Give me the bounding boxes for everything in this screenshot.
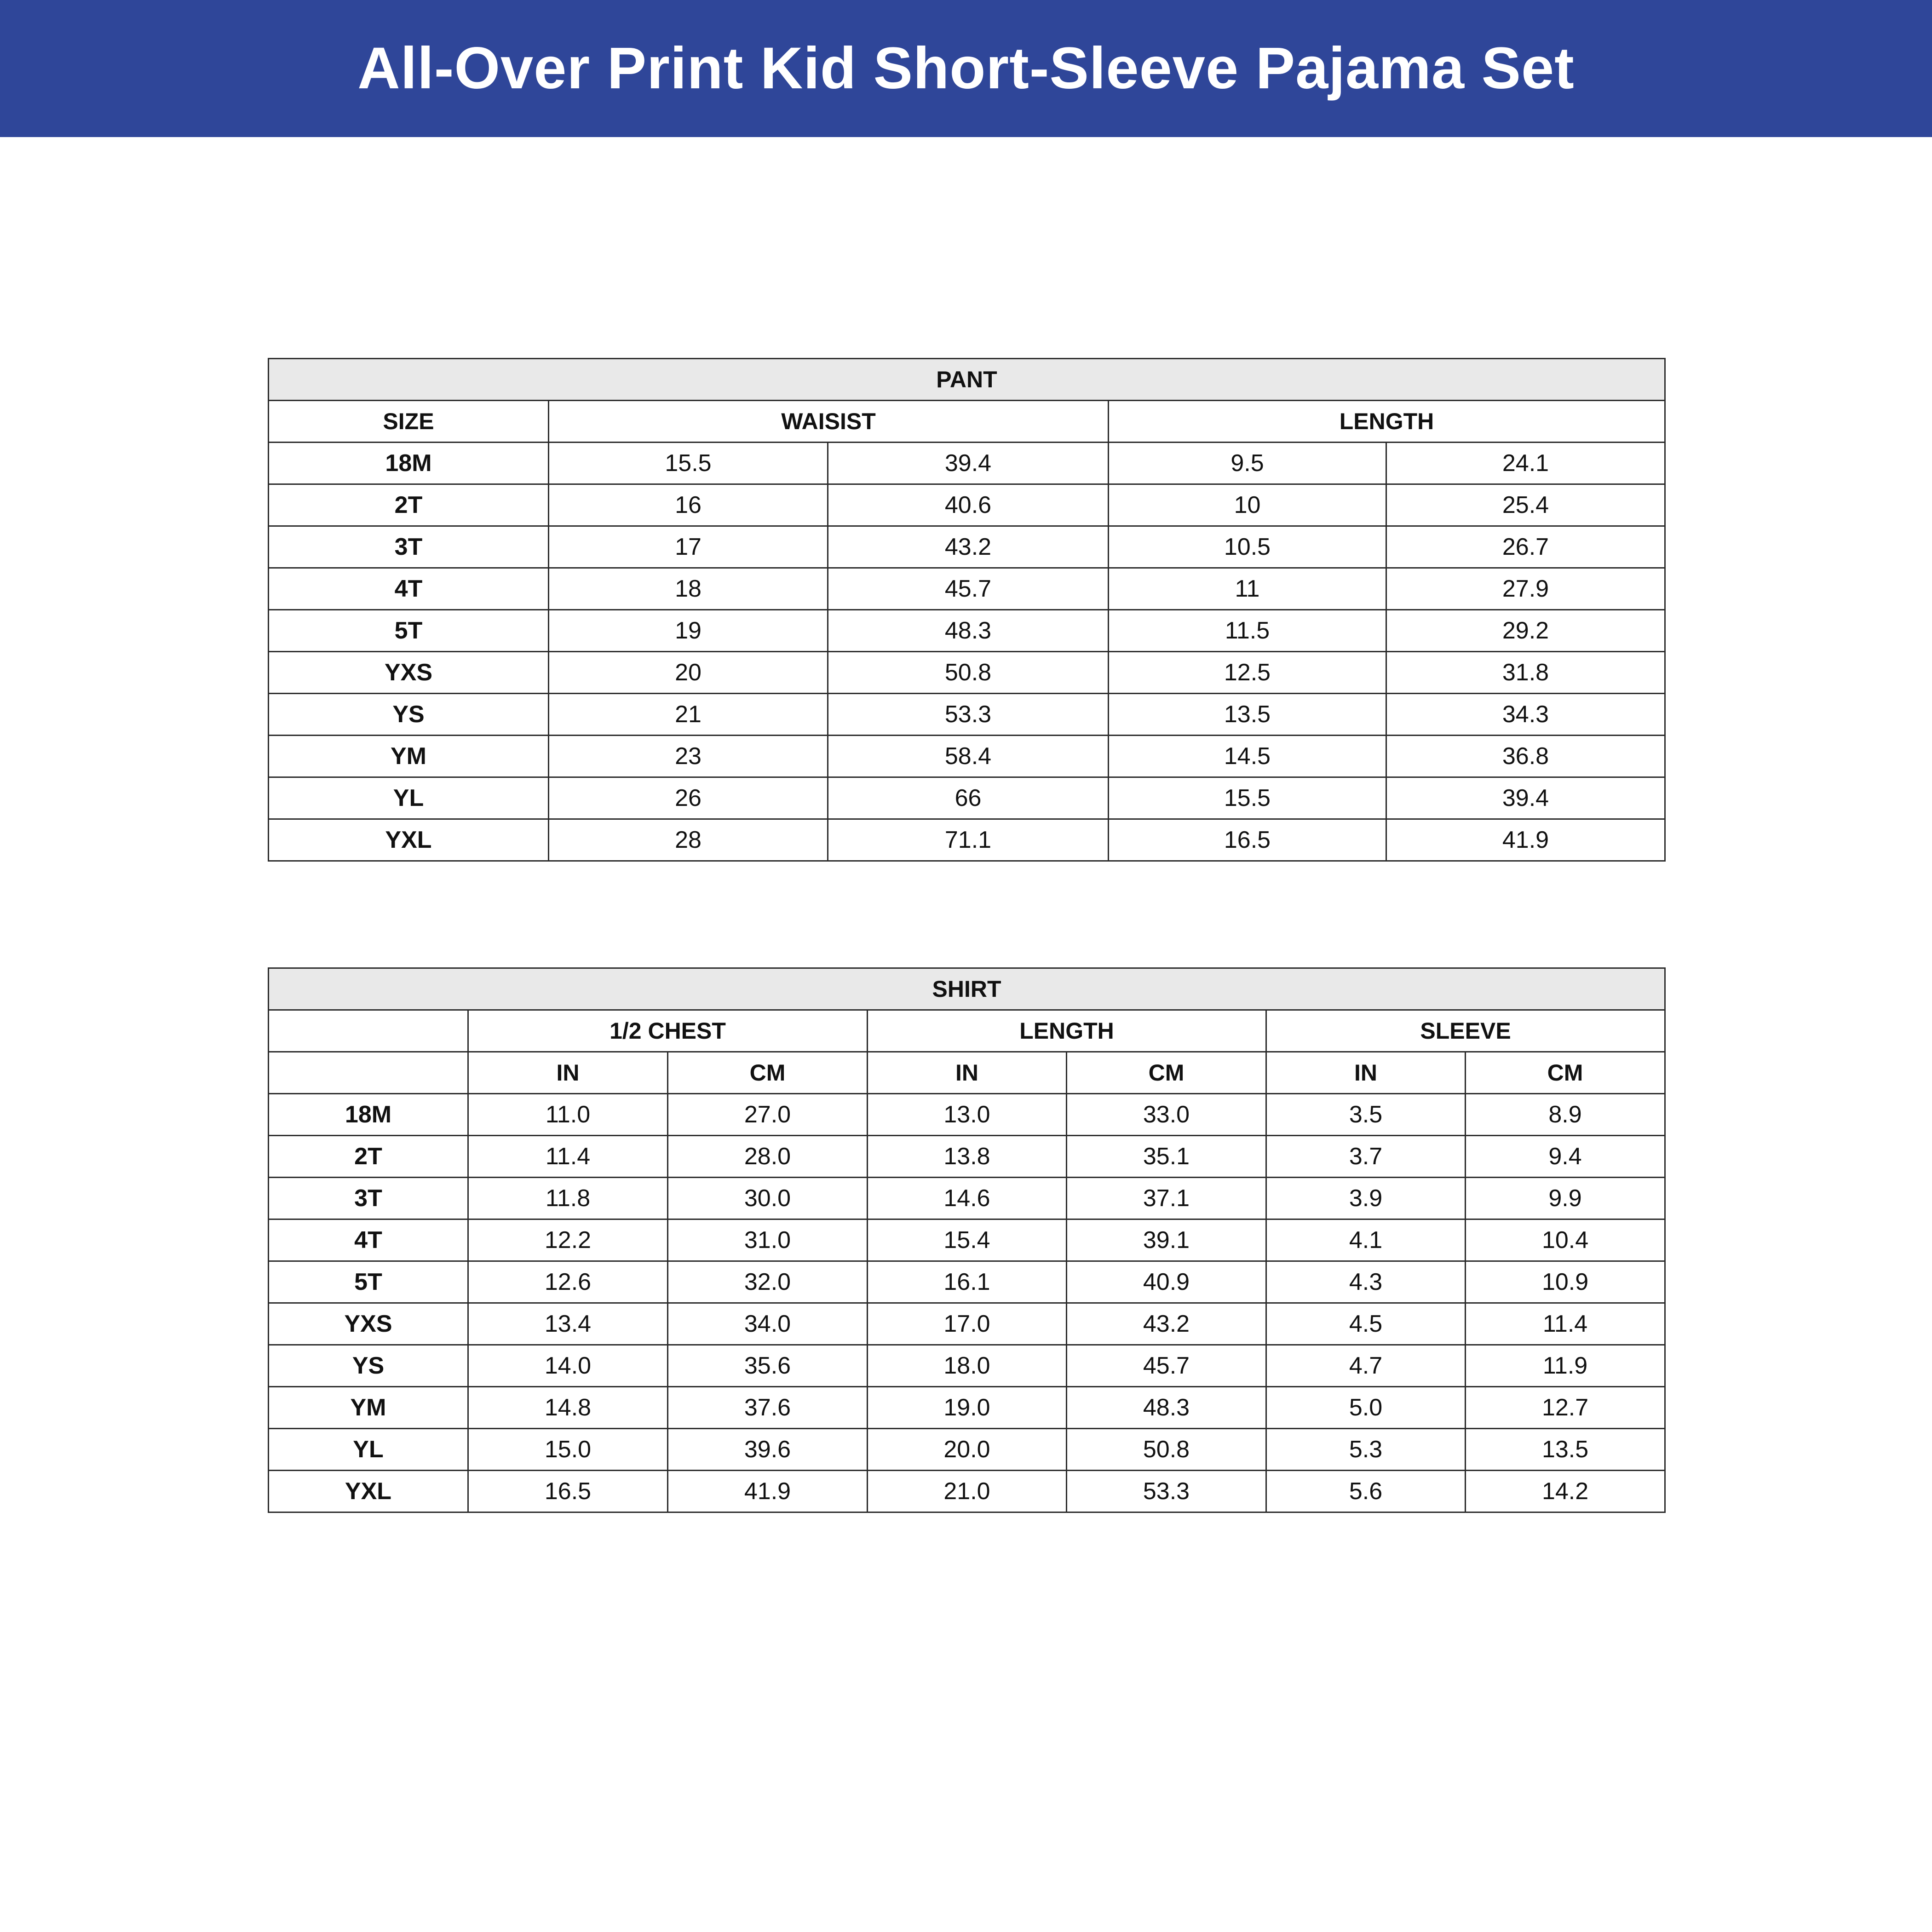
shirt-cell-sleeve-cm: 11.9	[1466, 1345, 1665, 1387]
shirt-cell-size: 5T	[269, 1261, 468, 1303]
pant-header-size: SIZE	[269, 401, 549, 443]
shirt-unit-length-in: IN	[868, 1052, 1067, 1094]
shirt-cell-size: YL	[269, 1429, 468, 1471]
pant-row	[269, 777, 1665, 819]
pant-row	[269, 568, 1665, 610]
shirt-row	[269, 1219, 1665, 1261]
shirt-cell-sleeve-cm: 13.5	[1466, 1429, 1665, 1471]
shirt-cell-sleeve-in: 5.0	[1266, 1387, 1466, 1429]
pant-cell-length-cm: 36.8	[1386, 736, 1665, 777]
shirt-group-blank	[269, 1010, 468, 1052]
shirt-cell-length-in: 13.8	[868, 1136, 1067, 1178]
shirt-cell-length-in: 21.0	[868, 1471, 1067, 1512]
pant-cell-waist-cm: 39.4	[828, 443, 1109, 484]
pant-cell-waist-in: 23	[549, 736, 828, 777]
shirt-cell-sleeve-cm: 9.9	[1466, 1178, 1665, 1219]
shirt-cell-size: YS	[269, 1345, 468, 1387]
shirt-unit-chest-cm: CM	[668, 1052, 868, 1094]
shirt-cell-chest-in: 13.4	[468, 1303, 668, 1345]
pant-cell-size: YS	[269, 694, 549, 736]
shirt-cell-chest-in: 11.8	[468, 1178, 668, 1219]
pant-cell-size: 2T	[269, 484, 549, 526]
pant-cell-size: YXL	[269, 819, 549, 861]
pant-cell-waist-cm: 58.4	[828, 736, 1109, 777]
shirt-unit-length-cm: CM	[1067, 1052, 1266, 1094]
shirt-section-title: SHIRT	[269, 968, 1665, 1010]
shirt-cell-length-in: 13.0	[868, 1094, 1067, 1136]
pant-cell-length-in: 11	[1109, 568, 1386, 610]
pant-row	[269, 694, 1665, 736]
pant-cell-waist-cm: 48.3	[828, 610, 1109, 652]
shirt-rows	[269, 1094, 1665, 1512]
pant-cell-waist-in: 21	[549, 694, 828, 736]
shirt-cell-length-cm: 45.7	[1067, 1345, 1266, 1387]
shirt-cell-size: YXL	[269, 1471, 468, 1512]
pant-table	[268, 358, 1666, 862]
pant-cell-waist-cm: 66	[828, 777, 1109, 819]
pant-cell-waist-cm: 45.7	[828, 568, 1109, 610]
shirt-cell-size: 2T	[269, 1136, 468, 1178]
shirt-group-chest: 1/2 CHEST	[468, 1010, 868, 1052]
shirt-cell-length-cm: 33.0	[1067, 1094, 1266, 1136]
pant-cell-size: 18M	[269, 443, 549, 484]
shirt-cell-sleeve-in: 5.6	[1266, 1471, 1466, 1512]
shirt-row	[269, 1094, 1665, 1136]
shirt-cell-length-in: 15.4	[868, 1219, 1067, 1261]
shirt-cell-size: YXS	[269, 1303, 468, 1345]
pant-cell-waist-in: 20	[549, 652, 828, 694]
pant-cell-size: YL	[269, 777, 549, 819]
shirt-cell-length-cm: 53.3	[1067, 1471, 1266, 1512]
shirt-group-row	[269, 1010, 1665, 1052]
pant-cell-waist-in: 16	[549, 484, 828, 526]
shirt-group-length: LENGTH	[868, 1010, 1266, 1052]
pant-section-title: PANT	[269, 359, 1665, 401]
shirt-cell-chest-in: 12.6	[468, 1261, 668, 1303]
pant-cell-size: 3T	[269, 526, 549, 568]
shirt-cell-size: 3T	[269, 1178, 468, 1219]
shirt-cell-chest-cm: 35.6	[668, 1345, 868, 1387]
pant-cell-waist-cm: 53.3	[828, 694, 1109, 736]
pant-row	[269, 526, 1665, 568]
shirt-cell-sleeve-in: 5.3	[1266, 1429, 1466, 1471]
pant-cell-length-in: 15.5	[1109, 777, 1386, 819]
pant-cell-waist-in: 17	[549, 526, 828, 568]
pant-cell-length-cm: 25.4	[1386, 484, 1665, 526]
shirt-cell-length-in: 18.0	[868, 1345, 1067, 1387]
pant-cell-length-in: 12.5	[1109, 652, 1386, 694]
pant-row	[269, 652, 1665, 694]
shirt-row	[269, 1178, 1665, 1219]
pant-cell-length-in: 13.5	[1109, 694, 1386, 736]
shirt-cell-chest-cm: 32.0	[668, 1261, 868, 1303]
pant-row	[269, 610, 1665, 652]
shirt-row	[269, 1471, 1665, 1512]
shirt-cell-sleeve-cm: 10.9	[1466, 1261, 1665, 1303]
pant-row	[269, 736, 1665, 777]
pant-row	[269, 443, 1665, 484]
pant-rows	[269, 443, 1665, 861]
pant-title-row	[269, 359, 1665, 401]
shirt-cell-size: 4T	[269, 1219, 468, 1261]
shirt-cell-sleeve-in: 4.7	[1266, 1345, 1466, 1387]
pant-cell-waist-in: 18	[549, 568, 828, 610]
shirt-cell-length-in: 19.0	[868, 1387, 1067, 1429]
pant-cell-waist-in: 15.5	[549, 443, 828, 484]
shirt-cell-length-cm: 48.3	[1067, 1387, 1266, 1429]
shirt-cell-sleeve-in: 4.1	[1266, 1219, 1466, 1261]
shirt-cell-chest-in: 12.2	[468, 1219, 668, 1261]
page-title: All-Over Print Kid Short-Sleeve Pajama Set	[357, 35, 1575, 101]
pant-cell-length-cm: 27.9	[1386, 568, 1665, 610]
pant-header-row	[269, 401, 1665, 443]
shirt-unit-blank	[269, 1052, 468, 1094]
pant-cell-length-in: 10	[1109, 484, 1386, 526]
shirt-cell-sleeve-in: 3.7	[1266, 1136, 1466, 1178]
shirt-row	[269, 1345, 1665, 1387]
shirt-row	[269, 1387, 1665, 1429]
pant-header-length: LENGTH	[1109, 401, 1665, 443]
shirt-cell-size: 18M	[269, 1094, 468, 1136]
shirt-cell-length-in: 16.1	[868, 1261, 1067, 1303]
pant-cell-length-in: 14.5	[1109, 736, 1386, 777]
shirt-cell-chest-cm: 34.0	[668, 1303, 868, 1345]
shirt-cell-length-cm: 39.1	[1067, 1219, 1266, 1261]
pant-cell-size: YM	[269, 736, 549, 777]
shirt-cell-sleeve-in: 3.5	[1266, 1094, 1466, 1136]
pant-cell-size: YXS	[269, 652, 549, 694]
shirt-cell-sleeve-in: 4.5	[1266, 1303, 1466, 1345]
shirt-cell-length-cm: 37.1	[1067, 1178, 1266, 1219]
shirt-unit-chest-in: IN	[468, 1052, 668, 1094]
pant-row	[269, 819, 1665, 861]
shirt-row	[269, 1261, 1665, 1303]
pant-header-waist: WAISIST	[549, 401, 1109, 443]
pant-cell-length-cm: 29.2	[1386, 610, 1665, 652]
pant-cell-waist-cm: 50.8	[828, 652, 1109, 694]
shirt-cell-chest-cm: 31.0	[668, 1219, 868, 1261]
shirt-row	[269, 1136, 1665, 1178]
shirt-cell-chest-cm: 30.0	[668, 1178, 868, 1219]
shirt-cell-sleeve-cm: 8.9	[1466, 1094, 1665, 1136]
pant-cell-waist-in: 26	[549, 777, 828, 819]
shirt-cell-sleeve-cm: 11.4	[1466, 1303, 1665, 1345]
shirt-cell-chest-in: 16.5	[468, 1471, 668, 1512]
pant-cell-size: 5T	[269, 610, 549, 652]
shirt-row	[269, 1303, 1665, 1345]
pant-row	[269, 484, 1665, 526]
pant-cell-length-in: 10.5	[1109, 526, 1386, 568]
shirt-unit-sleeve-in: IN	[1266, 1052, 1466, 1094]
pant-cell-length-cm: 39.4	[1386, 777, 1665, 819]
shirt-cell-length-cm: 43.2	[1067, 1303, 1266, 1345]
shirt-cell-chest-cm: 39.6	[668, 1429, 868, 1471]
pant-cell-length-in: 16.5	[1109, 819, 1386, 861]
shirt-unit-row	[269, 1052, 1665, 1094]
pant-cell-waist-cm: 71.1	[828, 819, 1109, 861]
pant-cell-length-cm: 24.1	[1386, 443, 1665, 484]
pant-cell-length-in: 9.5	[1109, 443, 1386, 484]
shirt-cell-chest-cm: 37.6	[668, 1387, 868, 1429]
shirt-cell-size: YM	[269, 1387, 468, 1429]
shirt-cell-length-in: 14.6	[868, 1178, 1067, 1219]
shirt-cell-chest-in: 11.0	[468, 1094, 668, 1136]
pant-cell-waist-cm: 43.2	[828, 526, 1109, 568]
pant-cell-length-in: 11.5	[1109, 610, 1386, 652]
shirt-cell-chest-in: 14.0	[468, 1345, 668, 1387]
shirt-cell-length-cm: 35.1	[1067, 1136, 1266, 1178]
pant-cell-length-cm: 31.8	[1386, 652, 1665, 694]
shirt-group-sleeve: SLEEVE	[1266, 1010, 1665, 1052]
pant-cell-length-cm: 41.9	[1386, 819, 1665, 861]
pant-cell-length-cm: 26.7	[1386, 526, 1665, 568]
shirt-cell-chest-cm: 41.9	[668, 1471, 868, 1512]
shirt-cell-length-in: 17.0	[868, 1303, 1067, 1345]
shirt-cell-sleeve-in: 4.3	[1266, 1261, 1466, 1303]
shirt-title-row	[269, 968, 1665, 1010]
pant-cell-size: 4T	[269, 568, 549, 610]
shirt-cell-length-cm: 50.8	[1067, 1429, 1266, 1471]
shirt-cell-sleeve-in: 3.9	[1266, 1178, 1466, 1219]
shirt-cell-length-in: 20.0	[868, 1429, 1067, 1471]
shirt-row	[269, 1429, 1665, 1471]
shirt-cell-sleeve-cm: 14.2	[1466, 1471, 1665, 1512]
shirt-cell-sleeve-cm: 12.7	[1466, 1387, 1665, 1429]
header-bar	[0, 0, 1932, 137]
shirt-cell-sleeve-cm: 9.4	[1466, 1136, 1665, 1178]
shirt-unit-sleeve-cm: CM	[1466, 1052, 1665, 1094]
pant-cell-waist-cm: 40.6	[828, 484, 1109, 526]
shirt-cell-chest-in: 11.4	[468, 1136, 668, 1178]
shirt-table	[268, 967, 1666, 1513]
shirt-cell-length-cm: 40.9	[1067, 1261, 1266, 1303]
shirt-cell-sleeve-cm: 10.4	[1466, 1219, 1665, 1261]
shirt-cell-chest-in: 14.8	[468, 1387, 668, 1429]
shirt-cell-chest-cm: 28.0	[668, 1136, 868, 1178]
pant-cell-waist-in: 28	[549, 819, 828, 861]
shirt-cell-chest-in: 15.0	[468, 1429, 668, 1471]
pant-cell-waist-in: 19	[549, 610, 828, 652]
shirt-cell-chest-cm: 27.0	[668, 1094, 868, 1136]
pant-cell-length-cm: 34.3	[1386, 694, 1665, 736]
